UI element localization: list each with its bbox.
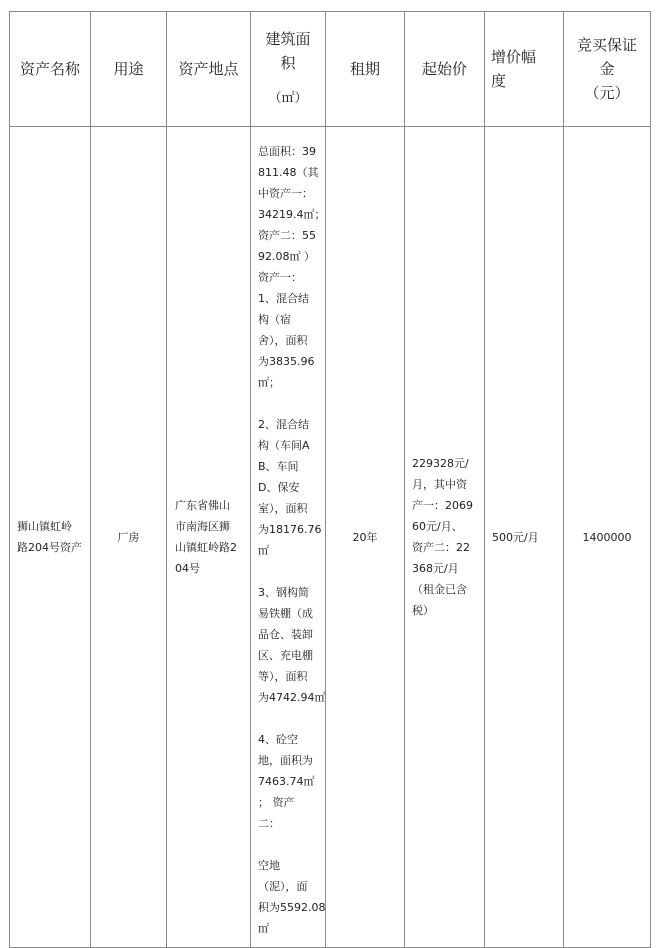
- text-line: 为4742.94㎡: [258, 691, 326, 704]
- header-asset-name: 资产名称: [10, 12, 91, 127]
- cell-asset-name: [10, 127, 91, 948]
- cell-deposit: 1400000: [564, 127, 651, 948]
- text-line: 34219.4㎡；: [258, 208, 326, 221]
- cell-location: [167, 127, 251, 948]
- text-line: 229328元/: [412, 457, 469, 470]
- text-line: 易铁棚（成: [258, 607, 313, 620]
- text-line: 为3835.96: [258, 355, 315, 368]
- area-block-4: [258, 729, 322, 834]
- text-line: 4、砼空: [258, 733, 298, 746]
- header-use: 用途: [91, 12, 167, 127]
- asset-table: [9, 11, 651, 948]
- area-block-1: [258, 141, 326, 393]
- header-area-line: 建筑面: [265, 30, 311, 48]
- text-line: D、保安: [258, 481, 300, 494]
- text-line: 路204号资产: [17, 541, 82, 554]
- header-deposit-line: （元）: [584, 84, 630, 102]
- text-line: 二：: [258, 817, 280, 830]
- text-line: 积为5592.08: [258, 901, 326, 914]
- text-line: 市南海区狮: [175, 520, 230, 533]
- text-line: （泥），面: [258, 880, 308, 893]
- text-line: 60元/月、: [412, 520, 463, 533]
- text-line: 3、钢构简: [258, 586, 309, 599]
- text-line: 1、混合结: [258, 292, 309, 305]
- text-line: B、车间: [258, 460, 299, 473]
- text-line: 资产二：55: [258, 229, 316, 242]
- text-line: 构（宿: [258, 313, 291, 326]
- text-line: 山镇虹岭路2: [175, 541, 237, 554]
- text-line: 资产二：22: [412, 541, 470, 554]
- header-increment: [485, 12, 564, 127]
- text-line: 产一：2069: [412, 499, 473, 512]
- header-deposit-line: 竞买保证: [576, 36, 637, 54]
- text-line: 2、混合结: [258, 418, 309, 431]
- text-line: 资产一：: [258, 271, 302, 284]
- text-line: 狮山镇虹岭: [17, 520, 72, 533]
- text-line: 92.08㎡ ）: [258, 250, 315, 263]
- cell-increment: 500元/月: [485, 127, 564, 948]
- text-line: ㎡；: [258, 376, 280, 389]
- text-line: 811.48（其: [258, 166, 319, 179]
- header-asset-location: 资产地点: [167, 12, 251, 127]
- header-increment-line: 度: [491, 72, 507, 90]
- area-block-2: [258, 414, 322, 561]
- text-line: 等），面积: [258, 670, 308, 683]
- header-lease-term: 租期: [326, 12, 405, 127]
- text-line: ㎡: [258, 544, 269, 557]
- header-deposit: [564, 12, 651, 127]
- text-line: （租金已含: [412, 583, 467, 596]
- text-line: 构（车间A: [258, 439, 310, 452]
- header-row: [10, 12, 651, 127]
- text-line: 总面积：39: [258, 145, 316, 158]
- table-row: [10, 127, 651, 948]
- text-line: 空地: [258, 859, 280, 872]
- text-line: 地，面积为: [258, 754, 313, 767]
- text-line: 广东省佛山: [175, 499, 230, 512]
- text-line: 税）: [412, 604, 434, 617]
- text-line: 区、充电棚: [258, 649, 313, 662]
- text-line: 为18176.76: [258, 523, 322, 536]
- text-line: 舍），面积: [258, 334, 308, 347]
- text-line: 中资产一：: [258, 187, 313, 200]
- text-line: 室），面积: [258, 502, 308, 515]
- text-line: ㎡: [258, 922, 269, 935]
- header-increment-line: 增价幅: [491, 48, 537, 66]
- area-block-3: [258, 582, 326, 708]
- header-starting-price: 起始价: [405, 12, 485, 127]
- header-area-line: 积: [280, 54, 296, 72]
- header-area-unit: （㎡）: [268, 91, 308, 106]
- header-deposit-line: 金: [599, 60, 615, 78]
- text-line: 月，其中资: [412, 478, 467, 491]
- text-line: 04号: [175, 562, 200, 575]
- header-building-area: [251, 12, 326, 127]
- text-line: ； 资产: [258, 796, 295, 809]
- cell-starting-price: [405, 127, 485, 948]
- text-line: 368元/月: [412, 562, 459, 575]
- text-line: 7463.74㎡: [258, 775, 315, 788]
- cell-lease-term: 20年: [326, 127, 405, 948]
- text-line: 品仓、装卸: [258, 628, 313, 641]
- cell-use: 厂房: [91, 127, 167, 948]
- cell-building-area: [251, 127, 326, 948]
- area-block-5: [258, 855, 326, 939]
